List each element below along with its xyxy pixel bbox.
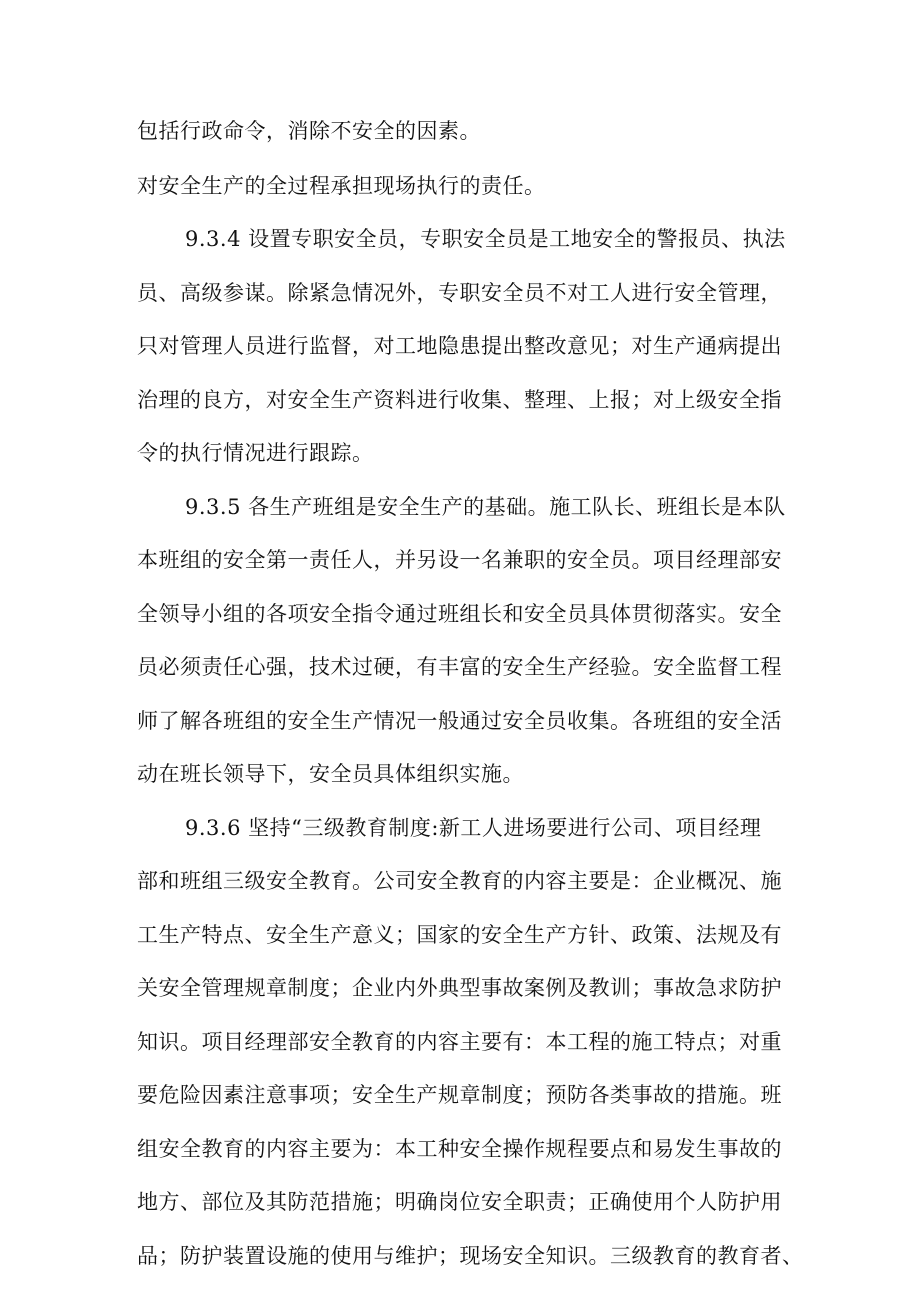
paragraph-4-line-5: 师了解各班组的安全生产情况一般通过安全员收集。各班组的安全活 [137,709,782,733]
paragraph-5-line-5: 知识。项目经理部安全教育的内容主要有：本工程的施工特点；对重 [137,1030,782,1054]
paragraph-5-line-1: 9.3.6 坚持“三级教育制度:新工人进场要进行公司、项目经理 [185,816,762,840]
paragraph-1-line-1: 包括行政命令，消除不安全的因素。 [137,119,481,143]
paragraph-4-line-6: 动在班长领导下，安全员具体组织实施。 [137,762,524,786]
paragraph-5-line-3: 工生产特点、安全生产意义；国家的安全生产方针、政策、法规及有 [137,923,782,947]
paragraph-3-line-1: 9.3.4 设置专职安全员，专职安全员是工地安全的警报员、执法 [185,227,786,251]
paragraph-2-line-1: 对安全生产的全过程承担现场执行的责任。 [137,174,546,198]
paragraph-5-line-2: 部和班组三级安全教育。公司安全教育的内容主要是：企业概况、施 [137,869,782,893]
paragraph-3-line-4: 治理的良方，对安全生产资料进行收集、整理、上报；对上级安全指 [137,388,782,412]
paragraph-3-line-2: 员、高级参谋。除紧急情况外，专职安全员不对工人进行安全管理， [137,281,782,305]
paragraph-3-line-3: 只对管理人员进行监督，对工地隐患提出整改意见；对生产通病提出 [137,334,782,358]
paragraph-5-line-9: 品；防护装置设施的使用与维护；现场安全知识。三级教育的教育者、 [137,1244,804,1268]
paragraph-4-line-3: 全领导小组的各项安全指令通过班组长和安全员具体贯彻落实。安全 [137,602,782,626]
paragraph-5-line-7: 组安全教育的内容主要为：本工种安全操作规程要点和易发生事故的 [137,1137,782,1161]
paragraph-5-line-8: 地方、部位及其防范措施；明确岗位安全职责；正确使用个人防护用 [137,1190,782,1214]
paragraph-5-line-6: 要危险因素注意事项；安全生产规章制度；预防各类事故的措施。班 [137,1083,782,1107]
paragraph-3-line-5: 令的执行情况进行跟踪。 [137,441,374,465]
paragraph-5-line-4: 关安全管理规章制度；企业内外典型事故案例及教训；事故急求防护 [137,976,782,1000]
paragraph-4-line-2: 本班组的安全第一责任人，并另设一名兼职的安全员。项目经理部安 [137,548,782,572]
paragraph-4-line-1: 9.3.5 各生产班组是安全生产的基础。施工队长、班组长是本队 [185,495,786,519]
paragraph-4-line-4: 员必须责任心强，技术过硬，有丰富的安全生产经验。安全监督工程 [137,655,782,679]
